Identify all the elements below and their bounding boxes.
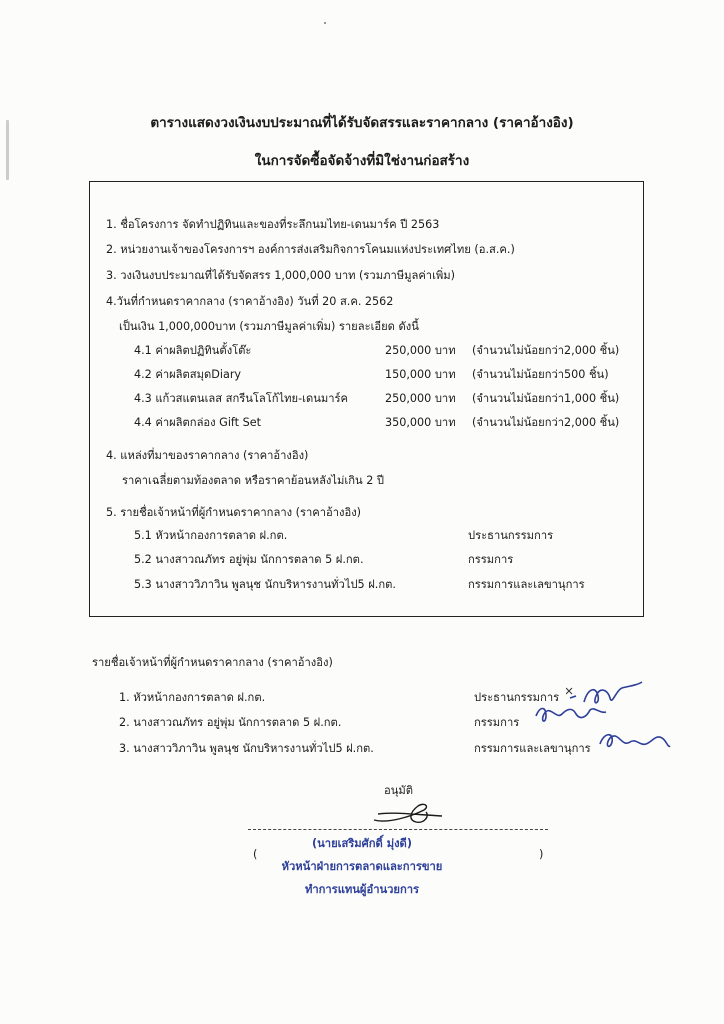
paren-close: ) bbox=[539, 848, 544, 861]
page-subtitle: ในการจัดซื้อจัดจ้างที่มิใช่งานก่อสร้าง bbox=[254, 153, 470, 169]
signature-committee bbox=[532, 700, 612, 728]
signatory-role: กรรมการ bbox=[474, 716, 520, 729]
officer-role: กรรมการ bbox=[468, 553, 514, 566]
price-source-text: ราคาเฉลี่ยตามท้องตลาด หรือราคาย้อนหลังไม่เกิน 2 ปี bbox=[122, 474, 384, 487]
item-agency: 2. หน่วยงานเจ้าของโครงการฯ องค์การส่งเสริมกิจการโคนมแห่งประเทศไทย (อ.ส.ค.) bbox=[106, 243, 515, 256]
subitem-price: 250,000 บาท bbox=[385, 344, 456, 357]
signatories-heading: รายชื่อเจ้าหน้าที่ผู้กำหนดราคากลาง (ราคาอ้างอิง) bbox=[92, 656, 333, 669]
signatory-name: 1. หัวหน้ากองการตลาด ฝ.กต. bbox=[119, 691, 266, 704]
subitem-qty: (จำนวนไม่น้อยกว่า500 ชิ้น) bbox=[472, 368, 609, 381]
signatory-role: กรรมการและเลขานุการ bbox=[474, 742, 591, 755]
officer-role: ประธานกรรมการ bbox=[468, 529, 554, 542]
subitem-qty: (จำนวนไม่น้อยกว่า1,000 ชิ้น) bbox=[472, 392, 620, 405]
approver-name: (นายเสริมศักดิ์ มุ่งดี) bbox=[312, 837, 412, 850]
officer-role: กรรมการและเลขานุการ bbox=[468, 578, 585, 591]
item-budget: 3. วงเงินงบประมาณที่ได้รับจัดสรร 1,000,000 บาท (รวมภาษีมูลค่าเพิ่ม) bbox=[106, 269, 456, 282]
signature-secretary bbox=[596, 726, 672, 756]
subitem-label: 4.2 ค่าผลิตสมุดDiary bbox=[134, 368, 242, 381]
subitem-price: 150,000 บาท bbox=[385, 368, 456, 381]
subitem-label: 4.3 แก้วสแตนเลส สกรีนโลโก้ไทย-เดนมาร์ค bbox=[134, 392, 349, 405]
signatory-name: 3. นางสาววิภาวิน พูลนุช นักบริหารงานทั่วไป5 ฝ.กต. bbox=[119, 742, 374, 755]
item-project-name: 1. ชื่อโครงการ จัดทำปฏิทินและของที่ระลึกนมไทย-เดนมาร์ค ปี 2563 bbox=[106, 218, 440, 231]
officer-name: 5.1 หัวหน้ากองการตลาด ฝ.กต. bbox=[134, 529, 288, 542]
approval-label: อนุมัติ bbox=[384, 784, 414, 797]
page-title: ตารางแสดงวงเงินงบประมาณที่ได้รับจัดสรรและราคากลาง (ราคาอ้างอิง) bbox=[150, 115, 574, 131]
price-source-heading: 4. แหล่งที่มาของราคากลาง (ราคาอ้างอิง) bbox=[106, 449, 309, 462]
subitem-qty: (จำนวนไม่น้อยกว่า2,000 ชิ้น) bbox=[472, 416, 620, 429]
signatory-role: ประธานกรรมการ bbox=[474, 691, 560, 704]
officer-name: 5.3 นางสาววิภาวิน พูลนุช นักบริหารงานทั่วไป5 ฝ.กต. bbox=[134, 578, 396, 591]
subitem-price: 250,000 บาท bbox=[385, 392, 456, 405]
officers-heading: 5. รายชื่อเจ้าหน้าที่ผู้กำหนดราคากลาง (ราคาอ้างอิง) bbox=[106, 506, 362, 519]
subitem-label: 4.1 ค่าผลิตปฏิทินตั้งโต๊ะ bbox=[134, 344, 252, 357]
signature-line bbox=[248, 829, 548, 830]
signatory-name: 2. นางสาวณภัทร อยู่พุ่ม นักการตลาด 5 ฝ.กต. bbox=[119, 716, 342, 729]
subitem-price: 350,000 บาท bbox=[385, 416, 456, 429]
item-reference-amount: เป็นเงิน 1,000,000บาท (รวมภาษีมูลค่าเพิ่ม) รายละเอียด ดังนี้ bbox=[119, 320, 419, 333]
officer-name: 5.2 นางสาวณภัทร อยู่พุ่ม นักการตลาด 5 ฝ.กต. bbox=[134, 553, 364, 566]
subitem-label: 4.4 ค่าผลิตกล่อง Gift Set bbox=[134, 416, 261, 429]
item-reference-date: 4.วันที่กำหนดราคากลาง (ราคาอ้างอิง) วันที่ 20 ส.ค. 2562 bbox=[106, 295, 394, 308]
approver-position: หัวหน้าฝ่ายการตลาดและการขาย bbox=[281, 860, 443, 873]
approval-signature bbox=[368, 798, 448, 832]
subitem-qty: (จำนวนไม่น้อยกว่า2,000 ชิ้น) bbox=[472, 344, 620, 357]
approver-acting: ทำการแทนผู้อำนวยการ bbox=[304, 883, 420, 896]
paren-open: ( bbox=[253, 848, 258, 861]
